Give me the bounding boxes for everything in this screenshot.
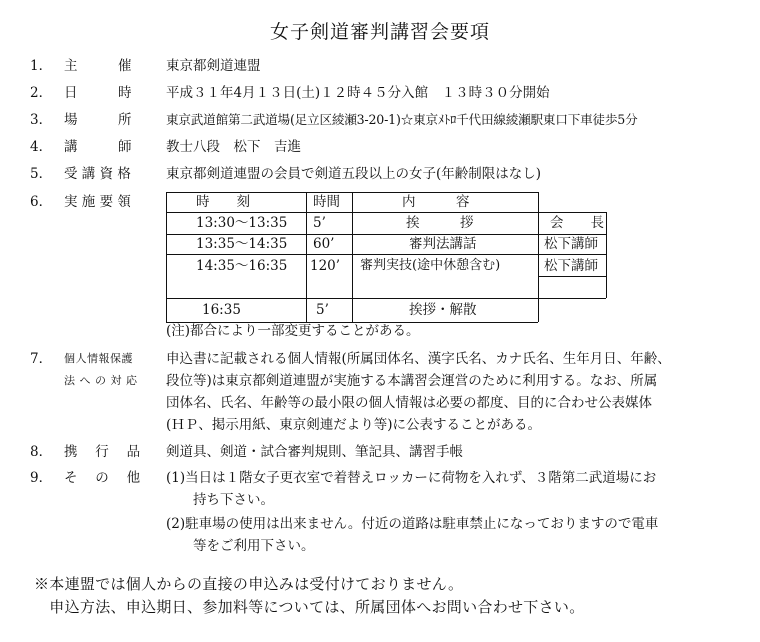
- item-label: 受 講 資 格: [64, 166, 131, 182]
- row-content: 挨拶・解散: [409, 302, 477, 318]
- other-line: (1)当日は１階女子更衣室で着替えロッカーに荷物を入れず、３階第二武道場にお: [166, 470, 657, 486]
- header-time: 時 刻: [196, 194, 250, 210]
- row-time: 14:35〜16:35: [196, 258, 288, 274]
- schedule-table: [166, 192, 726, 322]
- row-duration: 120’: [310, 258, 341, 274]
- privacy-line: (ＨＰ、掲示用紙、東京剣連だより等)に公表することがある。: [166, 417, 542, 433]
- other-line: (2)駐車場の使用は出来ません。付近の道路は駐車禁止になっておりますので電車: [166, 516, 659, 532]
- row-duration: 5’: [313, 215, 326, 231]
- row-time: 13:30〜13:35: [196, 215, 288, 231]
- item-number: 7．: [30, 351, 53, 367]
- item-label: 場 所: [64, 112, 132, 128]
- item-label: 実 施 要 領: [64, 194, 131, 210]
- other-line: 持ち下さい。: [166, 492, 274, 508]
- header-duration: 時間: [313, 194, 340, 210]
- closing-line: 申込方法、申込期日、参加料等については、所属団体へお問い合わせ下さい。: [34, 598, 585, 616]
- row-content: 審判法講話: [409, 236, 477, 252]
- item-number: 3．: [30, 112, 53, 128]
- row-duration: 60’: [313, 236, 335, 252]
- item-number: 4．: [30, 139, 53, 155]
- privacy-line: 申込書に記載される個人情報(所属団体名、漢字氏名、カナ氏名、生年月日、年齢、: [166, 351, 671, 367]
- closing-line: ※本連盟では個人からの直接の申込みは受付けておりません。: [34, 575, 464, 593]
- item-value: 東京都剣道連盟の会員で剣道五段以上の女子(年齢制限はなし): [166, 166, 542, 182]
- row-person: 会 長: [550, 215, 604, 231]
- item-value: 平成３１年4月１３日(土)１２時４５分入館 １３時３０分開始: [166, 85, 550, 101]
- item-value: 東京武道館第二武道場(足立区綾瀬3-20-1)☆東京ﾒﾄﾛ千代田線綾瀬駅東口下車徒歩5分: [166, 112, 638, 127]
- row-time: 16:35: [202, 302, 241, 318]
- row-person: 松下講師: [544, 236, 598, 252]
- item-label: 携 行 品: [64, 444, 141, 460]
- item-number: 6．: [30, 194, 53, 210]
- item-label: そ の 他: [64, 470, 141, 486]
- row-content: 審判実技(途中休憩含む): [360, 258, 501, 273]
- item-number: 8．: [30, 444, 53, 460]
- row-duration: 5’: [316, 302, 329, 318]
- privacy-line: 団体名、氏名、年齢等の最小限の個人情報は必要の都度、目的に合わせ公表媒体: [166, 395, 652, 411]
- item-label: 講 師: [64, 139, 132, 155]
- item-number: 1．: [30, 58, 53, 74]
- row-person: 松下講師: [544, 258, 598, 274]
- other-line: 等をご利用下さい。: [166, 538, 315, 554]
- item-value: 剣道具、剣道・試合審判規則、筆記具、講習手帳: [166, 444, 463, 460]
- row-content: 挨 拶: [406, 215, 474, 231]
- item-number: 5．: [30, 166, 53, 182]
- schedule-footnote: (注)都合により一部変更することがある。: [166, 323, 420, 339]
- item-value: 教士八段 松下 吉進: [166, 139, 301, 155]
- item-label: 主 催: [64, 58, 132, 74]
- page-title: 女子剣道審判講習会要項: [269, 21, 490, 43]
- privacy-line: 段位等)は東京都剣道連盟が実施する本講習会運営のために利用する。なお、所属: [166, 373, 658, 389]
- row-time: 13:35〜14:35: [196, 236, 288, 252]
- item-label: 個人情報保護: [64, 352, 133, 365]
- item-label: 法 へ の 対 応: [64, 374, 138, 387]
- item-number: 2．: [30, 85, 53, 101]
- item-number: 9．: [30, 470, 53, 486]
- item-label: 日 時: [64, 85, 132, 101]
- header-content: 内 容: [402, 194, 470, 210]
- item-value: 東京都剣道連盟: [166, 58, 261, 74]
